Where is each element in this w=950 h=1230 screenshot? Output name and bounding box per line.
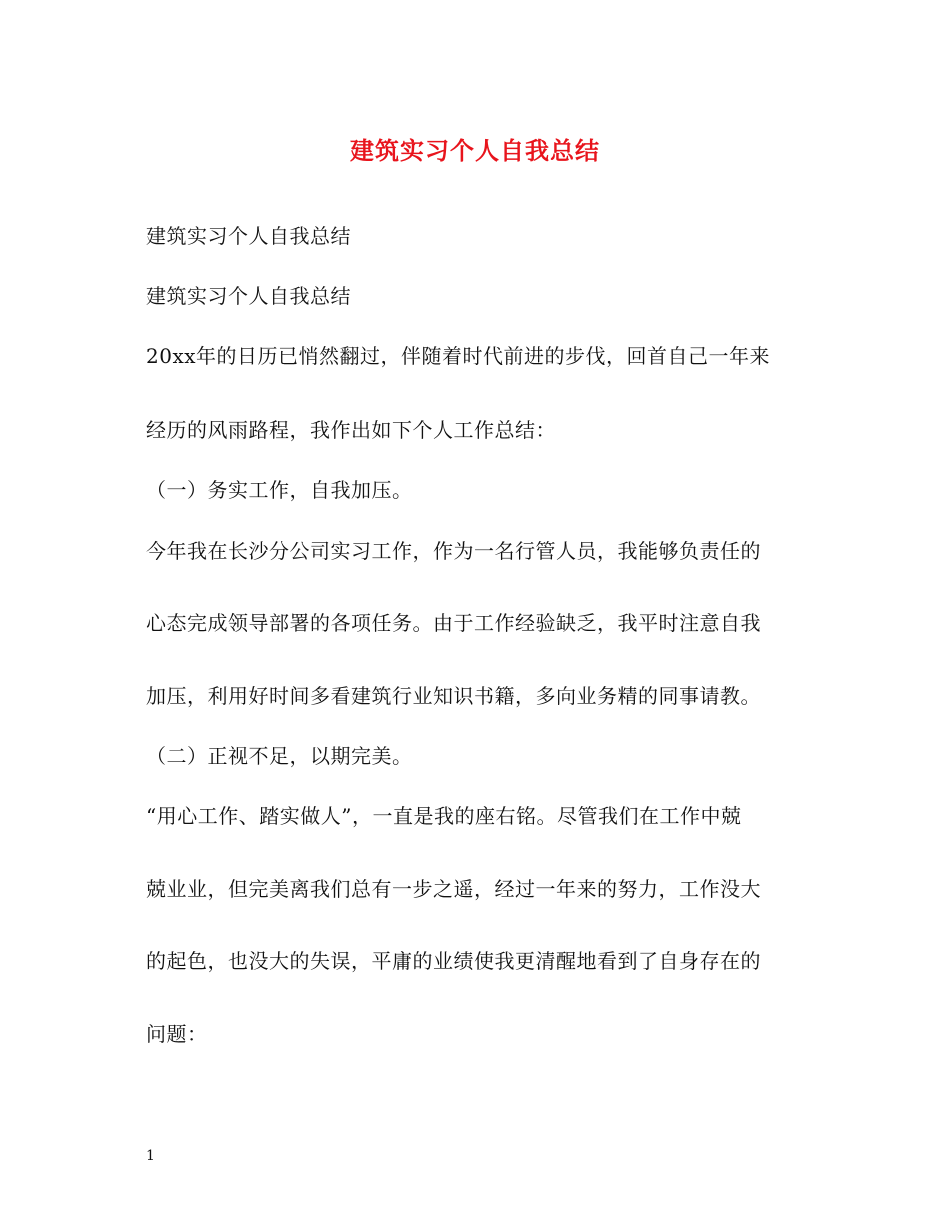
body-line: 心态完成领导部署的各项任务。由于工作经验缺乏，我平时注意自我 [146, 611, 761, 635]
body-line: 兢业业，但完美离我们总有一步之遥，经过一年来的努力，工作没大 [146, 877, 761, 901]
section-heading: （一）务实工作，自我加压。 [146, 478, 413, 502]
body-line: 经历的风雨路程，我作出如下个人工作总结： [146, 418, 556, 442]
body-line: 建筑实习个人自我总结 [146, 284, 351, 308]
document-title: 建筑实习个人自我总结 [350, 136, 600, 165]
body-line: “用心工作、踏实做人”，一直是我的座右铭。尽管我们在工作中兢 [146, 804, 742, 828]
body-line: 的起色，也没大的失误，平庸的业绩使我更清醒地看到了自身存在的 [146, 949, 761, 973]
body-line: 加压，利用好时间多看建筑行业知识书籍，多向业务精的同事请教。 [146, 684, 761, 708]
page-number: 1 [146, 1148, 155, 1164]
body-line: 20xx年的日历已悄然翻过，伴随着时代前进的步伐，回首自己一年来 [146, 344, 771, 368]
section-heading: （二）正视不足，以期完美。 [146, 744, 413, 768]
body-line: 今年我在长沙分公司实习工作，作为一名行管人员，我能够负责任的 [146, 539, 761, 563]
body-line: 建筑实习个人自我总结 [146, 224, 351, 248]
body-line: 问题： [146, 1022, 208, 1046]
